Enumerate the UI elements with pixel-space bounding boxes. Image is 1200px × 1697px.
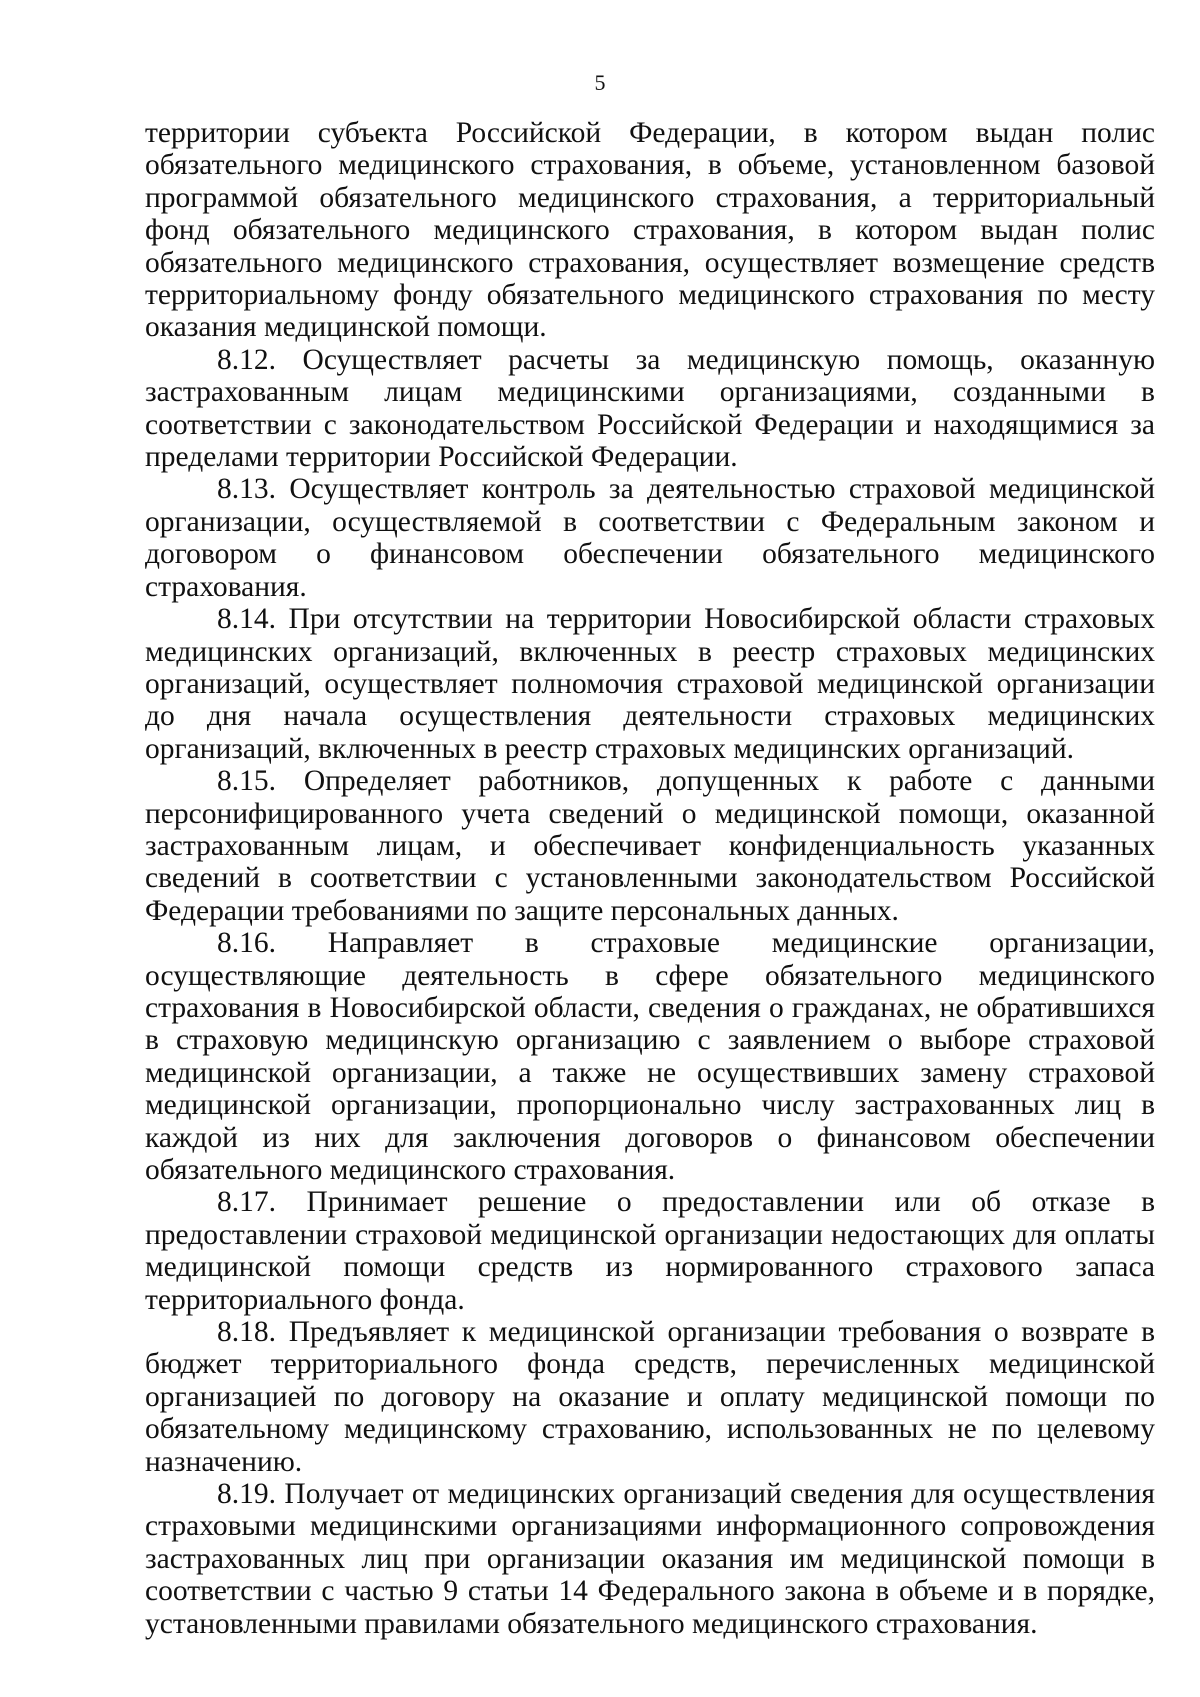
clause-text: Получает от медицинских организаций сведения для осуществления страховыми медицинскими организациями информационного сопровождения застрахованных лиц при организации оказания им медицинской помощи в соответствии с частью 9 статьи 14 Федерального закона в объеме и в порядке, установленными правилами обязательного медицинского страхования. [145, 1478, 1156, 1640]
clause-8-12 [145, 344, 1155, 474]
clause-8-14 [145, 603, 1155, 765]
continuation-paragraph: территории субъекта Российской Федерации, в котором выдан полис обязательного медицинского страхования, в объеме, установленном базовой программой обязательного медицинского страхования, а территориальный фонд обязательного медицинского страхования, в котором выдан полис обязательного медицинского страхования, осуществляет возмещение средств территориальному фонду обязательного медицинского страхования по месту оказания медицинской помощи. [145, 117, 1155, 344]
document-body [145, 117, 1155, 1640]
clause-8-18 [145, 1316, 1155, 1478]
clause-number: 8.16. [217, 927, 276, 960]
clause-text: Направляет в страховые медицинские организации, осуществляющие деятельность в сфере обязательного медицинского страхования в Новосибирской области, сведения о гражданах, не обратившихся в страховую медицинскую организацию с заявлением о выборе страховой медицинской организации, а также не осуществивших замену страховой медицинской организации, пропорционально числу застрахованных лиц в каждой из них для заключения договоров о финансовом обеспечении обязательного медицинского страхования. [145, 927, 1156, 1186]
clause-8-13 [145, 473, 1155, 603]
clause-8-16 [145, 927, 1155, 1186]
clause-text: Осуществляет расчеты за медицинскую помощь, оказанную застрахованным лицам медицинскими организациями, созданными в соответствии с законодательством Российской Федерации и находящимися за пределами территории Российской Федерации. [145, 343, 1155, 474]
clause-number: 8.19. [217, 1478, 276, 1511]
clause-number: 8.12. [217, 343, 276, 376]
clause-8-19 [145, 1478, 1155, 1640]
clause-number: 8.17. [217, 1186, 276, 1219]
clause-text: Принимает решение о предоставлении или об отказе в предоставлении страховой медицинской организации недостающих для оплаты медицинской помощи средств из нормированного страхового запаса территориального фонда. [145, 1186, 1155, 1316]
clause-text: При отсутствии на территории Новосибирской области страховых медицинских организаций, включенных в реестр страховых медицинских организаций, осуществляет полномочия страховой медицинской организации до дня начала осуществления деятельности страховых медицинских организаций, включенных в реестр страховых медицинских организаций. [145, 603, 1156, 765]
clause-text: Предъявляет к медицинской организации требования о возврате в бюджет территориального фонда средств, перечисленных медицинской организацией по договору на оказание и оплату медицинской помощи по обязательному медицинскому страхованию, использованных не по целевому назначению. [145, 1316, 1156, 1478]
clause-8-17 [145, 1186, 1155, 1316]
clause-number: 8.18. [217, 1316, 276, 1349]
clause-number: 8.15. [217, 765, 276, 798]
clause-text: Осуществляет контроль за деятельностью страховой медицинской организации, осуществляемой в соответствии с Федеральным законом и договором о финансовом обеспечении обязательного медицинского страхования. [145, 473, 1156, 603]
clause-text: Определяет работников, допущенных к работе с данными персонифицированного учета сведений о медицинской помощи, оказанной застрахованным лицам, и обеспечивает конфиденциальность указанных сведений в соответствии с установленными законодательством Российской Федерации требованиями по защите персональных данных. [145, 765, 1155, 927]
page-number: 5 [594, 70, 606, 95]
clause-8-15 [145, 765, 1155, 927]
clause-number: 8.14. [217, 603, 276, 636]
clause-number: 8.13. [217, 473, 276, 506]
